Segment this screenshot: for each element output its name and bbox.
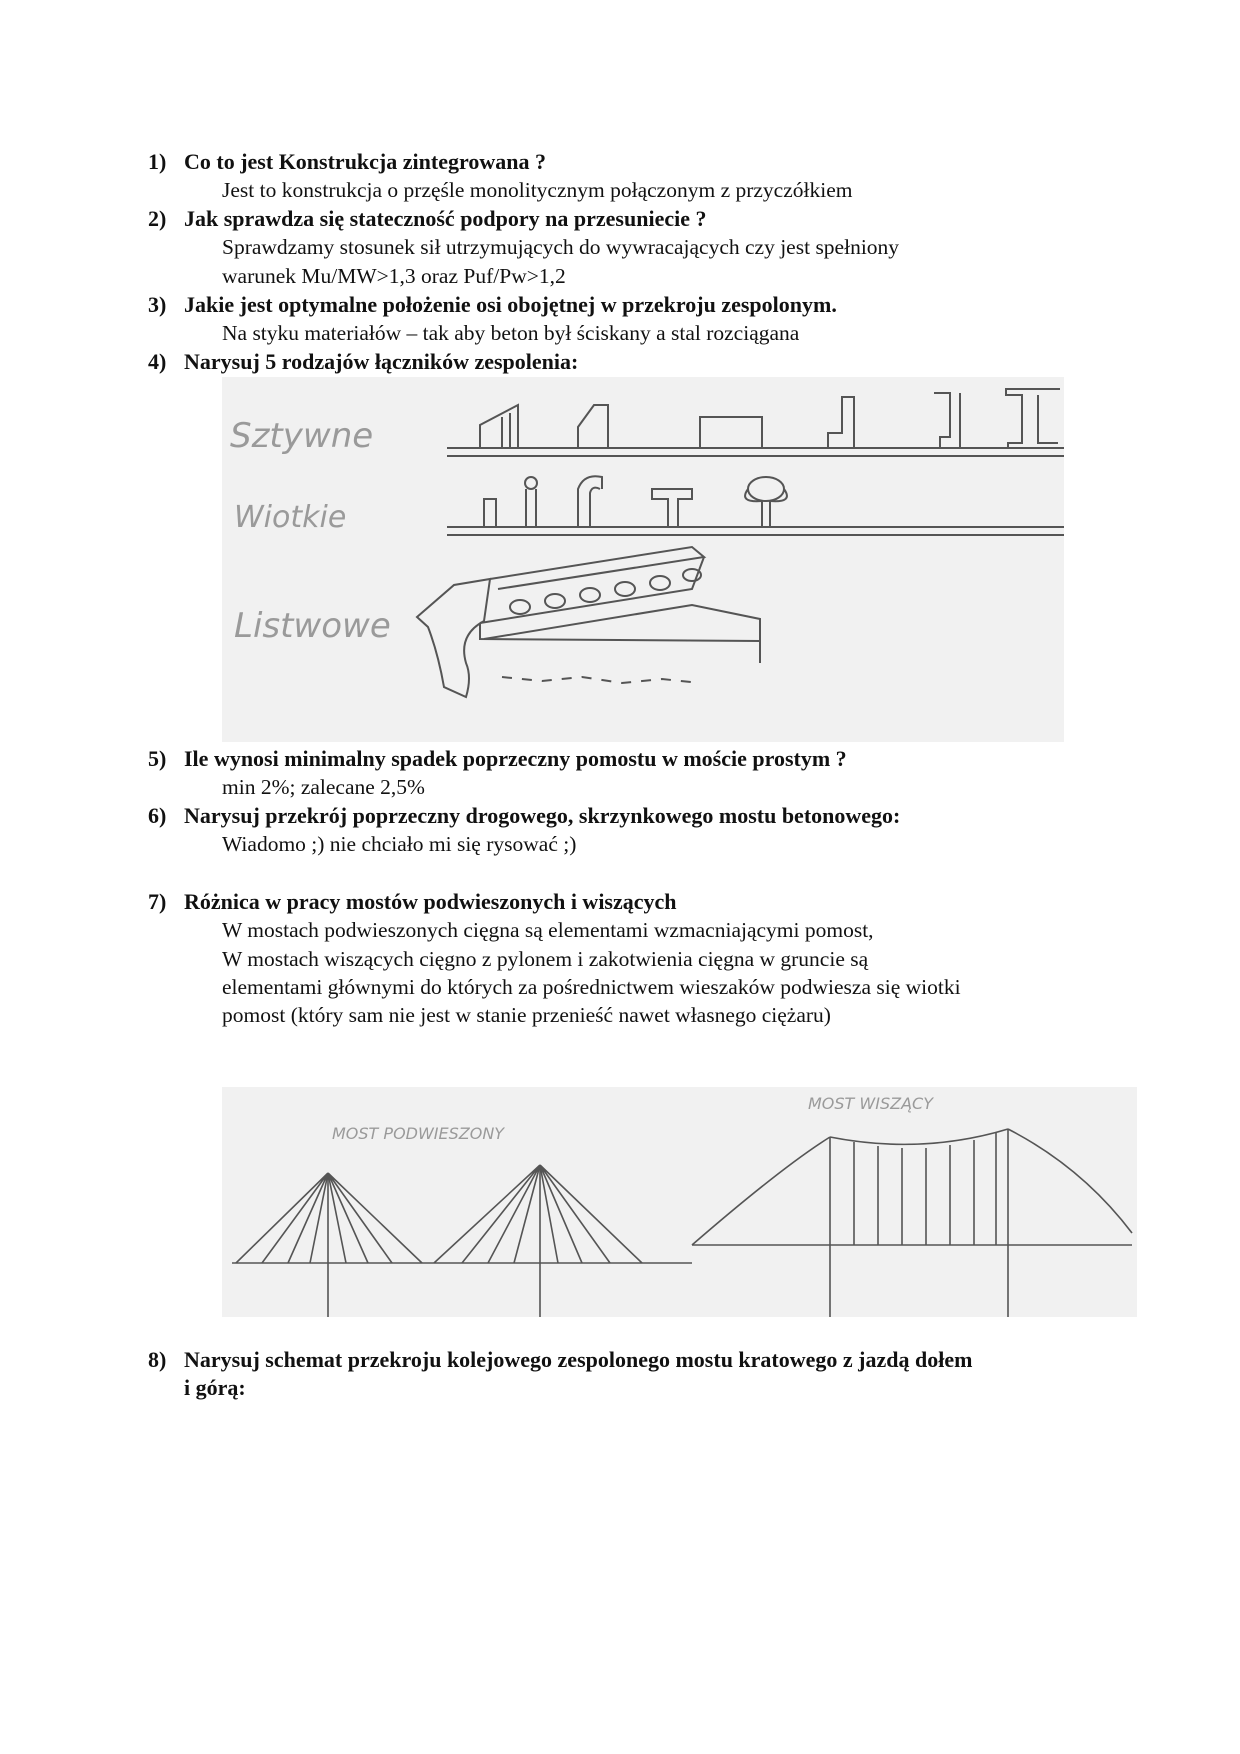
answer-7-line-2: W mostach wiszących cięgno z pylonem i zakotwienia cięgna w gruncie są [222, 947, 869, 971]
question-4: 4) Narysuj 5 rodzajów łączników zespolenia: [148, 349, 579, 374]
answer-2-line-2: warunek Mu/MW>1,3 oraz Puf/Pw>1,2 [222, 264, 566, 288]
question-7: 7) Różnica w pracy mostów podwieszonych i wiszących [148, 889, 677, 914]
question-text: Narysuj 5 rodzajów łączników zespolenia: [184, 349, 579, 374]
question-text: Narysuj przekrój poprzeczny drogowego, skrzynkowego mostu betonowego: [184, 803, 901, 828]
label-cable-stayed: MOST PODWIESZONY [332, 1124, 505, 1143]
question-text: Jakie jest optymalne położenie osi obojętnej w przekroju zespolonym. [184, 292, 837, 317]
question-text: Różnica w pracy mostów podwieszonych i wiszących [184, 889, 677, 914]
answer-7-line-3: elementami głównymi do których za pośrednictwem wieszaków podwiesza się wiotki [222, 975, 961, 999]
connectors-sketch [222, 377, 1064, 742]
question-1: 1) Co to jest Konstrukcja zintegrowana ? [148, 149, 546, 174]
answer-5-line-1: min 2%; zalecane 2,5% [222, 775, 425, 799]
question-8-line-2: i górą: [184, 1375, 246, 1400]
question-2: 2) Jak sprawdza się stateczność podpory na przesuniecie ? [148, 206, 707, 231]
bridges-drawing [222, 1087, 1137, 1317]
label-suspension: MOST WISZĄCY [808, 1094, 933, 1113]
label-stiff: Sztywne [230, 416, 374, 456]
answer-1-line-1: Jest to konstrukcja o przęśle monolitycznym połączonym z przyczółkiem [222, 178, 853, 202]
question-text: Narysuj schemat przekroju kolejowego zespolonego mostu kratowego z jazdą dołem [184, 1347, 973, 1372]
answer-7-line-4: pomost (który sam nie jest w stanie przenieść nawet własnego ciężaru) [222, 1003, 831, 1027]
question-3: 3) Jakie jest optymalne położenie osi obojętnej w przekroju zespolonym. [148, 292, 837, 317]
answer-6-line-1: Wiadomo ;) nie chciało mi się rysować ;) [222, 832, 577, 856]
label-flexible: Wiotkie [234, 500, 347, 535]
bridges-sketch [222, 1087, 1137, 1317]
answer-3-line-1: Na styku materiałów – tak aby beton był ściskany a stal rozciągana [222, 321, 800, 345]
answer-7-line-1: W mostach podwieszonych cięgna są elementami wzmacniającymi pomost, [222, 918, 874, 942]
question-text: Ile wynosi minimalny spadek poprzeczny pomostu w moście prostym ? [184, 746, 847, 771]
question-text: Jak sprawdza się stateczność podpory na przesuniecie ? [184, 206, 707, 231]
question-5: 5) Ile wynosi minimalny spadek poprzeczny pomostu w moście prostym ? [148, 746, 847, 771]
answer-2-line-1: Sprawdzamy stosunek sił utrzymujących do wywracających czy jest spełniony [222, 235, 900, 259]
label-strip: Listwowe [234, 606, 391, 646]
question-6: 6) Narysuj przekrój poprzeczny drogowego, skrzynkowego mostu betonowego: [148, 803, 901, 828]
question-8: 8) Narysuj schemat przekroju kolejowego zespolonego mostu kratowego z jazdą dołem [148, 1347, 973, 1372]
question-text: Co to jest Konstrukcja zintegrowana ? [184, 149, 546, 174]
connectors-drawing [222, 377, 1064, 742]
